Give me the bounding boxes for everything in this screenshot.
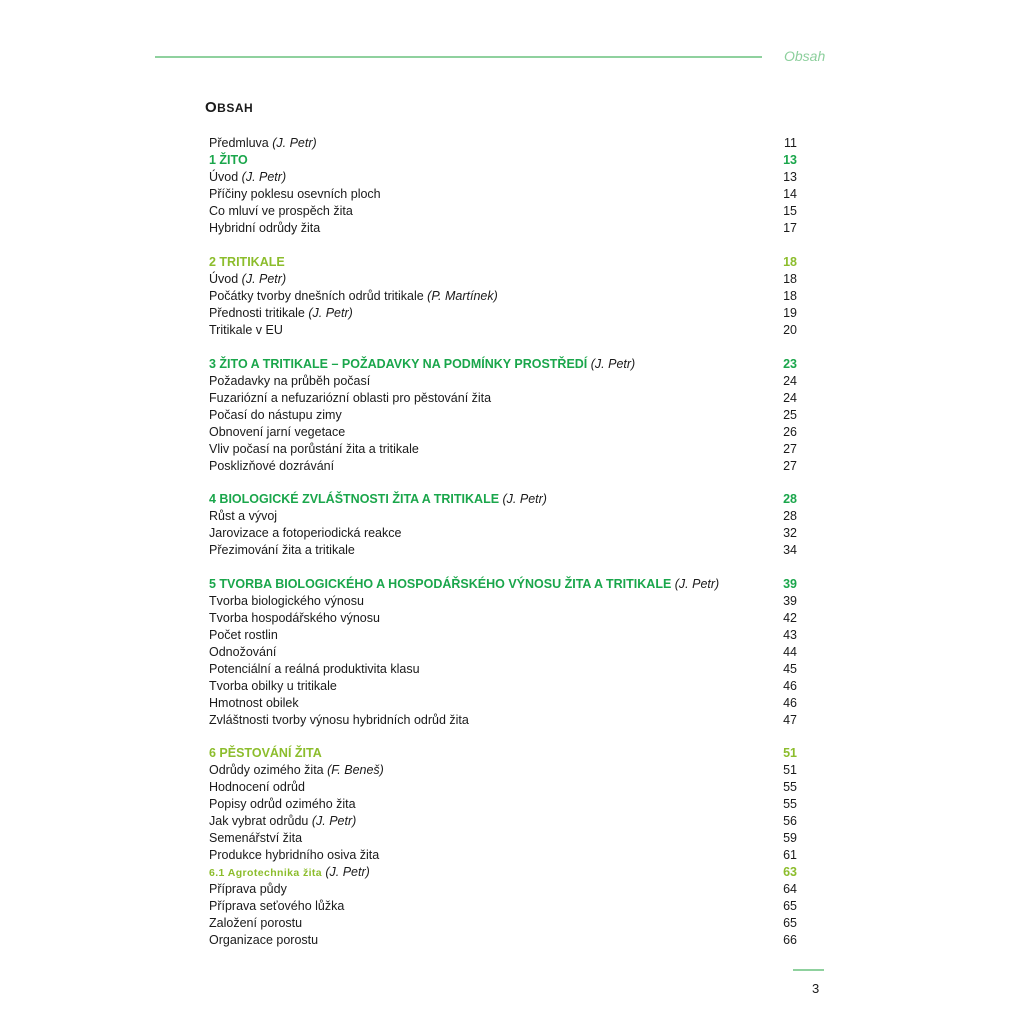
toc-entry <box>209 424 797 441</box>
toc-entry-page: 64 <box>783 882 797 896</box>
toc-entry-title <box>209 271 286 288</box>
toc-entry <box>209 932 797 949</box>
toc-entry-title-text: Hybridní odrůdy žita <box>209 221 321 235</box>
toc-entry-page: 15 <box>783 204 797 218</box>
toc-entry <box>209 593 797 610</box>
toc-subchapter-entry <box>209 864 797 881</box>
toc-entry-page: 34 <box>783 543 797 557</box>
toc-entry-page: 27 <box>783 442 797 456</box>
toc-entry-page: 14 <box>783 187 797 201</box>
toc-entry-title-text: Organizace porostu <box>209 933 319 947</box>
toc-entry-title-text: Odnožování <box>209 645 277 659</box>
toc-entry-title <box>209 152 248 169</box>
toc-entry-page: 20 <box>783 323 797 337</box>
toc-entry-title-text: Příprava seťového lůžka <box>209 899 345 913</box>
toc-entry <box>209 610 797 627</box>
toc-entry-title <box>209 322 283 339</box>
toc-entry <box>209 458 797 475</box>
toc-entry-title <box>209 745 322 762</box>
toc-entry-title <box>209 169 286 186</box>
toc-entry-title-text: Tvorba obilky u tritikale <box>209 679 337 693</box>
toc-entry-author: (J. Petr) <box>272 136 317 150</box>
toc-entry-page: 18 <box>783 272 797 286</box>
toc-entry-page: 55 <box>783 780 797 794</box>
toc-entry <box>209 288 797 305</box>
toc-entry-page: 13 <box>783 153 797 167</box>
toc-entry <box>209 407 797 424</box>
toc-entry-title <box>209 695 299 712</box>
toc-entry-author: (J. Petr) <box>241 170 287 184</box>
toc-entry <box>209 661 797 678</box>
toc-entry-page: 25 <box>783 408 797 422</box>
toc-entry <box>209 627 797 644</box>
toc-entry <box>209 322 797 339</box>
toc-entry-page: 65 <box>783 899 797 913</box>
toc-chapter-entry <box>209 576 797 593</box>
toc-entry-page: 32 <box>783 526 797 540</box>
toc-entry-page: 51 <box>783 763 797 777</box>
header-rule <box>155 56 762 58</box>
toc-entry-title-text: Jak vybrat odrůdu <box>209 814 312 828</box>
toc-entry <box>209 830 797 847</box>
toc-entry <box>209 847 797 864</box>
toc-entry <box>209 508 797 525</box>
toc-entry-page: 59 <box>783 831 797 845</box>
toc-entry-title <box>209 813 356 830</box>
toc-entry-title <box>209 203 353 220</box>
toc-entry-author: (J. Petr) <box>241 272 287 286</box>
toc-entry-page: 26 <box>783 425 797 439</box>
toc-entry-page: 61 <box>783 848 797 862</box>
toc-entry-page: 56 <box>783 814 797 828</box>
toc-entry <box>209 813 797 830</box>
toc-entry-title <box>209 373 370 390</box>
toc-entry-title-text: Semenářství žita <box>209 831 303 845</box>
toc-entry-page: 45 <box>783 662 797 676</box>
toc-entry-page: 23 <box>783 357 797 371</box>
toc-entry-page: 18 <box>783 289 797 303</box>
toc-entry-page: 18 <box>783 255 797 269</box>
toc-entry-author: (J. Petr) <box>674 577 720 591</box>
toc-heading-rest: BSAH <box>217 101 254 115</box>
toc-entry-title-text: 2 TRITIKALE <box>209 255 285 269</box>
toc-entry-author: (J. Petr) <box>502 492 547 506</box>
toc-entry <box>209 678 797 695</box>
toc-entry-page: 51 <box>783 746 797 760</box>
toc-chapter-entry <box>209 152 797 169</box>
toc-entry <box>209 542 797 559</box>
toc-entry-page: 11 <box>784 136 797 150</box>
toc-entry-title <box>209 898 344 915</box>
toc-entry <box>209 186 797 203</box>
toc-entry-title <box>209 356 635 373</box>
toc-entry <box>209 525 797 542</box>
toc-entry-title <box>209 525 401 542</box>
toc-entry <box>209 271 797 288</box>
toc-entry-author: (J. Petr) <box>325 865 370 879</box>
toc-entry-page: 28 <box>783 492 797 506</box>
toc-entry-page: 39 <box>783 577 797 591</box>
toc-entry <box>209 881 797 898</box>
toc-chapter-entry <box>209 491 797 508</box>
toc-entry <box>209 762 797 779</box>
toc-entry <box>209 305 797 322</box>
toc-entry-title-text: Produkce hybridního osiva žita <box>209 848 380 862</box>
toc-heading <box>205 99 253 116</box>
toc-entry <box>209 779 797 796</box>
toc-entry-title <box>209 661 420 678</box>
toc-entry-page: 13 <box>783 170 797 184</box>
toc-entry <box>209 695 797 712</box>
toc-entry-title-text: Posklizňové dozrávání <box>209 459 335 473</box>
toc-entry-title <box>209 576 719 593</box>
toc-entry-author: (P. Martínek) <box>427 289 498 303</box>
toc-entry-title-text: Počet rostlin <box>209 628 278 642</box>
toc-entry-title <box>209 424 345 441</box>
toc-heading-initial: O <box>205 99 218 116</box>
toc-entry-title-text: Tritikale v EU <box>209 323 283 337</box>
toc-entry-title-text: Příprava půdy <box>209 882 287 896</box>
toc-entry-title <box>209 830 302 847</box>
toc-entry-title <box>209 135 317 152</box>
toc-entry-title-text: Tvorba hospodářského výnosu <box>209 611 380 625</box>
toc-entry-title <box>209 762 384 779</box>
toc-entry-title-text: Přezimování žita a tritikale <box>209 543 355 557</box>
toc-entry-title-text: Požadavky na průběh počasí <box>209 374 371 388</box>
toc-entry-title <box>209 847 379 864</box>
toc-entry-author: (J. Petr) <box>308 306 353 320</box>
toc-entry-title-text: 4 BIOLOGICKÉ ZVLÁŠTNOSTI ŽITA A TRITIKALE <box>209 492 503 506</box>
toc-entry <box>209 712 797 729</box>
toc-entry-title <box>209 288 498 305</box>
toc-entry-title <box>209 254 285 271</box>
toc-entry-title-text: 1 ŽITO <box>209 153 248 167</box>
toc-entry-title <box>209 390 491 407</box>
toc-entry-title-text: Úvod <box>209 170 242 184</box>
toc-entry-title-text: 6.1 Agrotechnika žita <box>209 867 326 879</box>
toc-entry-title <box>209 678 337 695</box>
toc-chapter-entry <box>209 745 797 762</box>
toc-entry-title <box>209 220 320 237</box>
toc-entry-author: (F. Beneš) <box>327 763 384 777</box>
toc-entry-title-text: 5 TVORBA BIOLOGICKÉHO A HOSPODÁŘSKÉHO VÝNOSU ŽITA A TRITIKALE <box>209 577 675 591</box>
toc-entry-title-text: Úvod <box>209 272 242 286</box>
toc-entry-title <box>209 441 419 458</box>
toc-entry-title <box>209 627 278 644</box>
toc-entry-title <box>209 712 469 729</box>
toc-entry <box>209 898 797 915</box>
toc-entry-page: 55 <box>783 797 797 811</box>
page-number: 3 <box>812 981 820 996</box>
toc-entry-title-text: Vliv počasí na porůstání žita a tritikale <box>209 442 419 456</box>
toc-entry-title-text: Hmotnost obilek <box>209 696 299 710</box>
toc-entry-title <box>209 458 334 475</box>
toc-entry-title-text: Tvorba biologického výnosu <box>209 594 364 608</box>
toc-entry-page: 43 <box>783 628 797 642</box>
toc-entry-title <box>209 610 380 627</box>
toc-entry-page: 44 <box>783 645 797 659</box>
toc-entry-page: 24 <box>783 391 797 405</box>
toc-entry-title <box>209 881 287 898</box>
toc-entry-title-text: Počátky tvorby dnešních odrůd tritikale <box>209 289 428 303</box>
toc-entry-title-text: Co mluví ve prospěch žita <box>209 204 353 218</box>
toc-entry <box>209 135 797 152</box>
toc-entry-page: 42 <box>783 611 797 625</box>
toc-entry-title <box>209 305 353 322</box>
toc-entry-title-text: 3 ŽITO A TRITIKALE – POŽADAVKY NA PODMÍNKY PROSTŘEDÍ <box>209 357 591 371</box>
toc-entry-title <box>209 915 302 932</box>
toc-entry <box>209 644 797 661</box>
toc-entry-title-text: Příčiny poklesu osevních ploch <box>209 187 381 201</box>
toc-entry-title-text: 6 PĚSTOVÁNÍ ŽITA <box>209 746 322 760</box>
toc-entry-title <box>209 542 355 559</box>
toc-entry <box>209 203 797 220</box>
toc-entry-page: 46 <box>783 679 797 693</box>
toc-entry-title-text: Předmluva <box>209 136 273 150</box>
toc-entry-title-text: Založení porostu <box>209 916 303 930</box>
toc-entry-page: 24 <box>783 374 797 388</box>
toc-entry-title-text: Potenciální a reálná produktivita klasu <box>209 662 420 676</box>
footer-rule <box>793 969 824 971</box>
toc-entry-title <box>209 407 342 424</box>
toc-chapter-entry <box>209 356 797 373</box>
toc-entry-title-text: Obnovení jarní vegetace <box>209 425 346 439</box>
toc-entry <box>209 169 797 186</box>
toc-entry-page: 46 <box>783 696 797 710</box>
toc-entry-title <box>209 491 547 508</box>
toc-entry-title-text: Fuzariózní a nefuzariózní oblasti pro pěstování žita <box>209 391 492 405</box>
toc-entry-title <box>209 864 370 882</box>
toc-entry-page: 28 <box>783 509 797 523</box>
toc-entry-title-text: Hodnocení odrůd <box>209 780 305 794</box>
toc-entry-page: 65 <box>783 916 797 930</box>
toc-entry-page: 66 <box>783 933 797 947</box>
toc-entry-title <box>209 508 277 525</box>
toc-entry-page: 27 <box>783 459 797 473</box>
toc-entry-author: (J. Petr) <box>590 357 636 371</box>
toc-entry-title-text: Přednosti tritikale <box>209 306 309 320</box>
toc-entry-title <box>209 932 318 949</box>
toc-entry <box>209 220 797 237</box>
toc-entry-title <box>209 779 305 796</box>
toc-entry-page: 47 <box>783 713 797 727</box>
toc-entry-title-text: Zvláštnosti tvorby výnosu hybridních odrůd žita <box>209 713 469 727</box>
toc-entry-title-text: Počasí do nástupu zimy <box>209 408 342 422</box>
toc-entry <box>209 796 797 813</box>
toc-entry <box>209 390 797 407</box>
toc-entry-title-text: Odrůdy ozimého žita <box>209 763 328 777</box>
toc-entry-page: 39 <box>783 594 797 608</box>
toc-entry-title-text: Růst a vývoj <box>209 509 278 523</box>
toc-entry-page: 19 <box>783 306 797 320</box>
running-header: Obsah <box>784 48 826 64</box>
toc-entry-page: 63 <box>783 865 797 879</box>
toc-entry <box>209 915 797 932</box>
toc-entry-title-text: Jarovizace a fotoperiodická reakce <box>209 526 402 540</box>
toc-entry <box>209 373 797 390</box>
toc-entry-title <box>209 644 276 661</box>
toc-entry-author: (J. Petr) <box>311 814 357 828</box>
toc-entry-title <box>209 593 364 610</box>
toc-chapter-entry <box>209 254 797 271</box>
toc-entry-title <box>209 186 381 203</box>
toc-entry-title-text: Popisy odrůd ozimého žita <box>209 797 356 811</box>
toc-entry-page: 17 <box>783 221 797 235</box>
toc-entry-title <box>209 796 356 813</box>
toc-entry <box>209 441 797 458</box>
